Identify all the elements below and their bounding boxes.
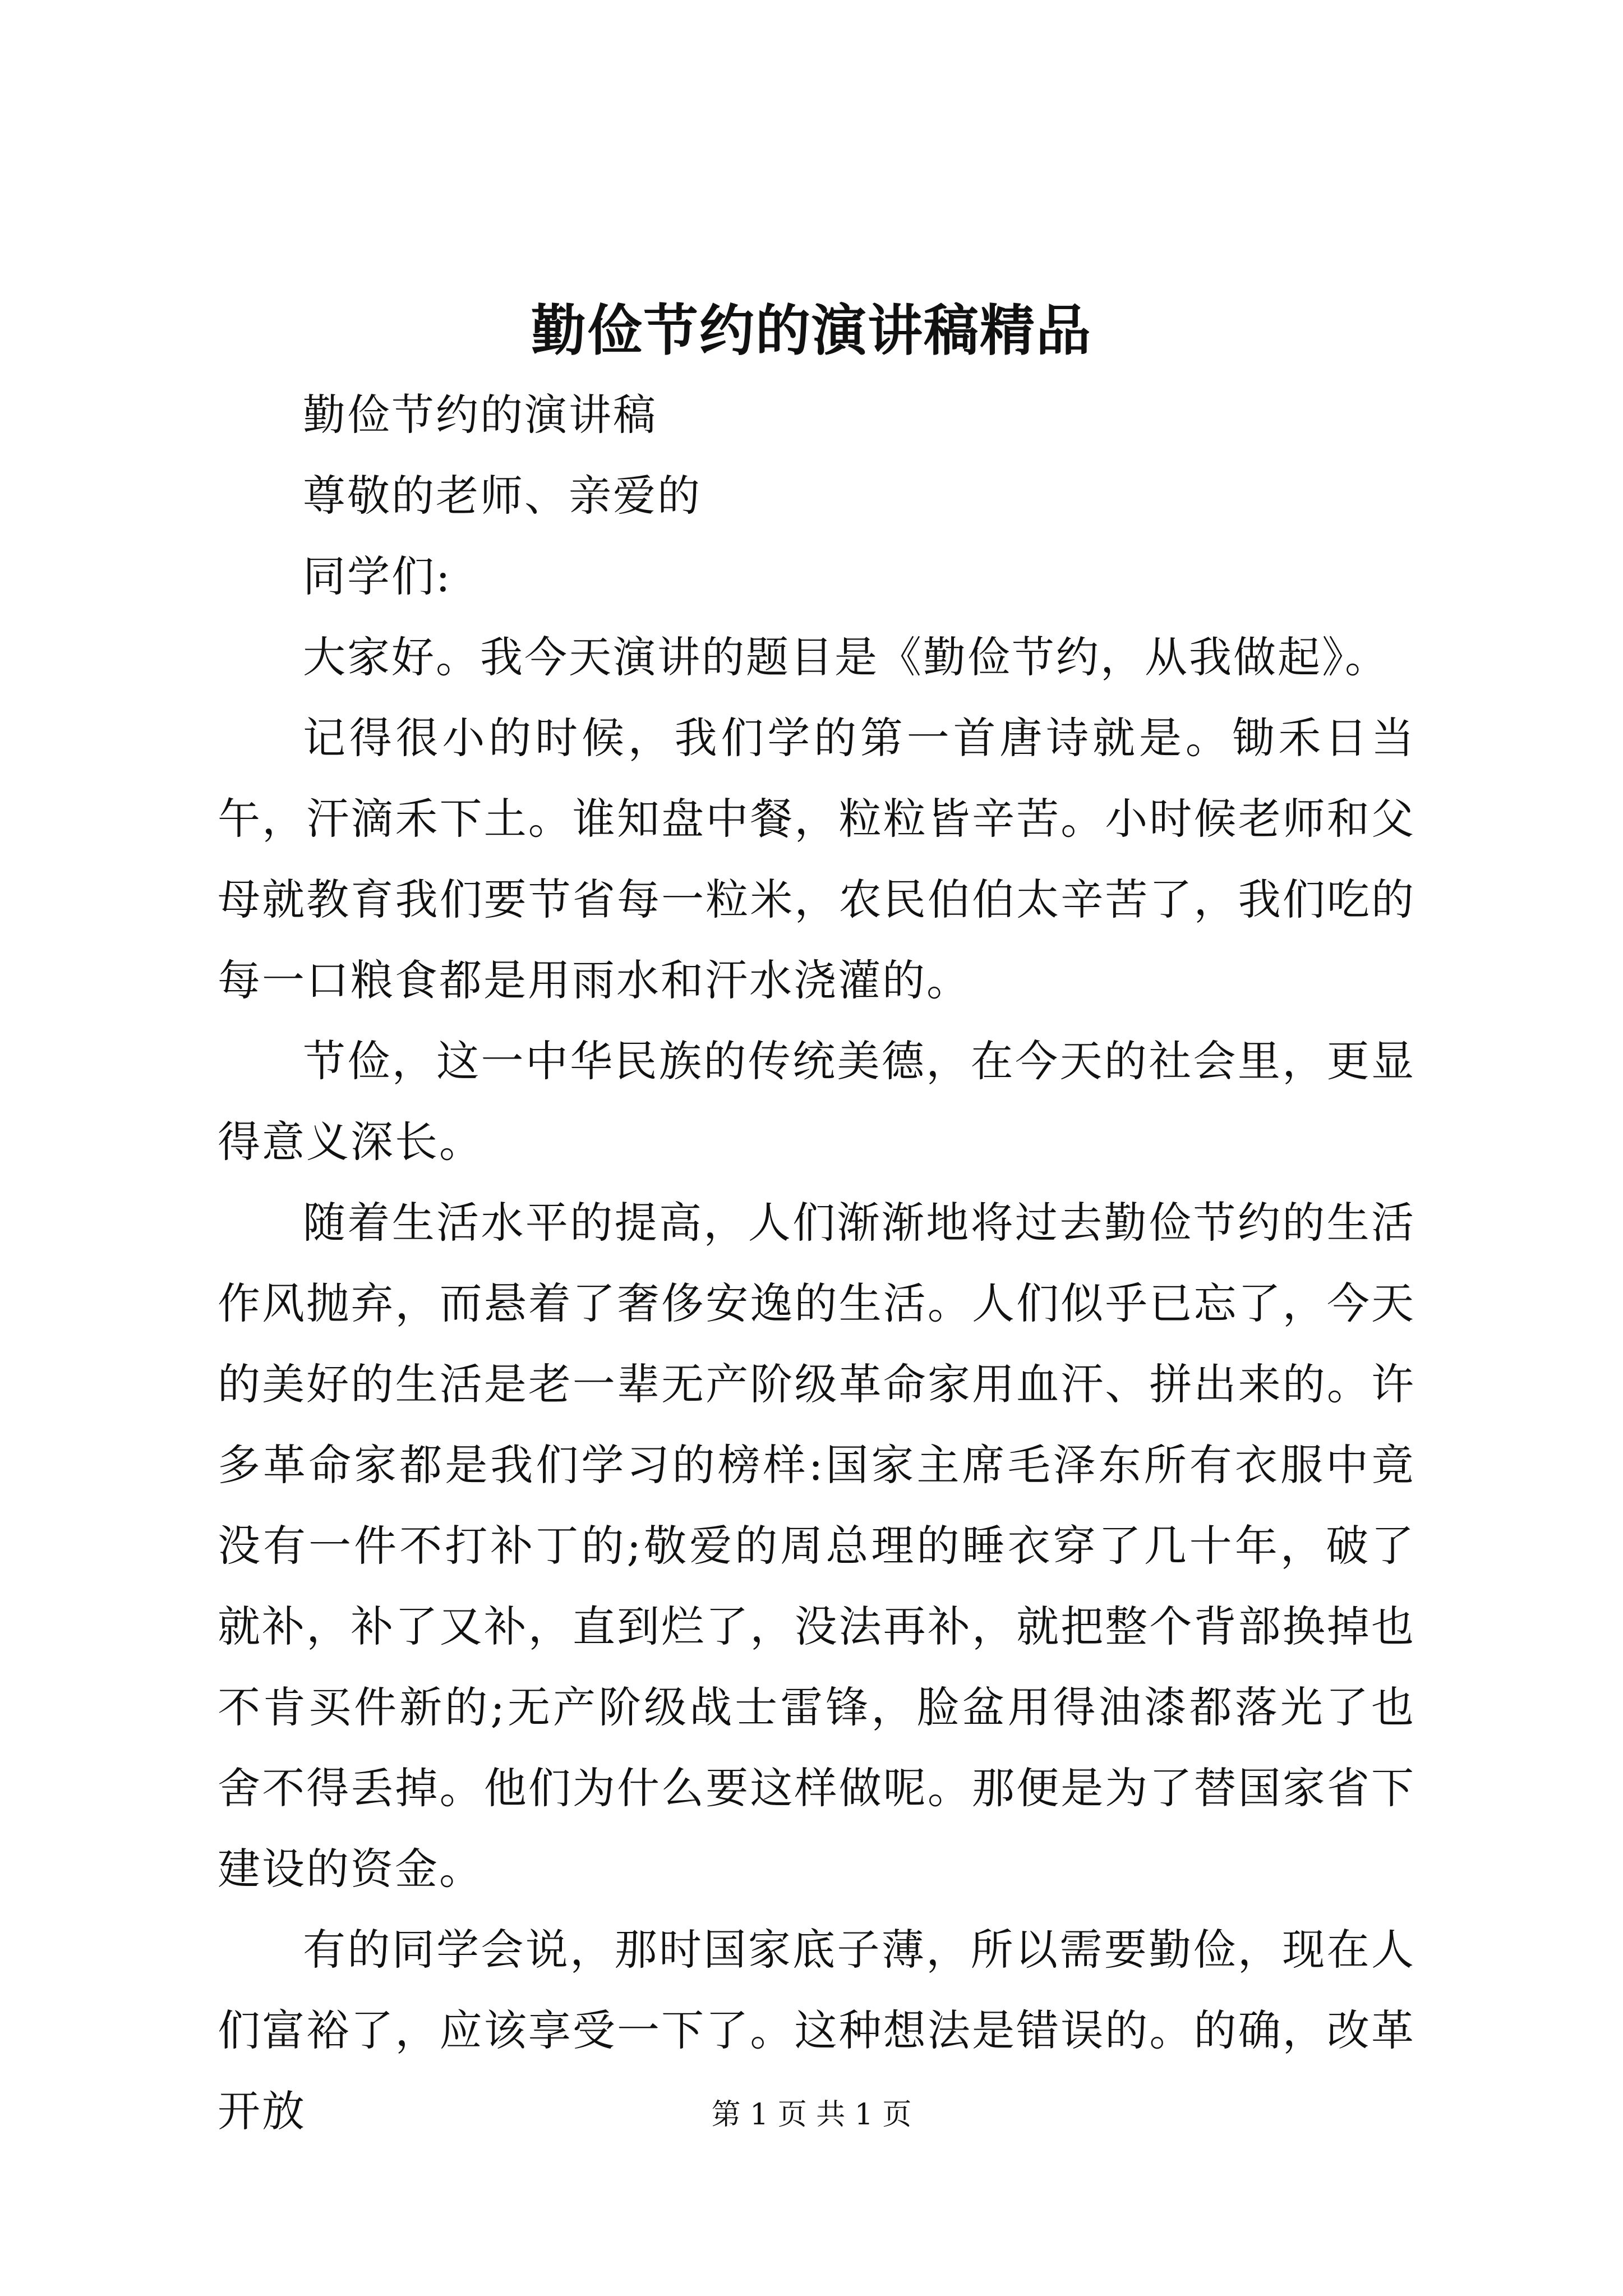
paragraph-revolutionary-examples: 随着生活水平的提高，人们渐渐地将过去勤俭节约的生活作风抛弃，而悬着了奢侈安逸的生活。人们似乎已忘了，今天的美好的生活是老一辈无产阶级革命家用血汗、拼出来的。许多革命家都是我们学习的榜样:国家主席毛泽东所有衣服中竟没有一件不打补丁的;敬爱的周总理的睡衣穿了几十年，破了就补，补了又补，直到烂了，没法再补，就把整个背部换掉也不肯买件新的;无产阶级战士雷锋，脸盆用得油漆都落光了也舍不得丢掉。他们为什么要这样做呢。那便是为了替国家省下建设的资金。 [218, 1198, 1415, 1894]
document-title: 勤俭节约的演讲稿精品 [531, 298, 1092, 363]
paragraph-subtitle: 勤俭节约的演讲稿 [303, 390, 657, 440]
document-body [218, 375, 1415, 2152]
paragraph-greeting: 大家好。我今天演讲的题目是《勤俭节约，从我做起》。 [303, 632, 1389, 682]
page-number-footer: 第 1 页 共 1 页 [711, 2098, 912, 2132]
paragraph-wealth-argument: 有的同学会说，那时国家底子薄，所以需要勤俭，现在人们富裕了，应该享受一下了。这种想法是错误的。的确，改革开放 [218, 1925, 1415, 2136]
paragraph-thrift-virtue: 节俭，这一中华民族的传统美德，在今天的社会里，更显得意义深长。 [218, 1036, 1415, 1167]
paragraph-salutation-1: 尊敬的老师、亲爱的 [303, 471, 702, 521]
paragraph-childhood-poem: 记得很小的时候，我们学的第一首唐诗就是。锄禾日当午，汗滴禾下土。谁知盘中餐，粒粒皆辛苦。小时候老师和父母就教育我们要节省每一粒米，农民伯伯太辛苦了，我们吃的每一口粮食都是用雨水和汗水浇灌的。 [218, 713, 1415, 1005]
paragraph-salutation-2: 同学们: [303, 551, 452, 601]
